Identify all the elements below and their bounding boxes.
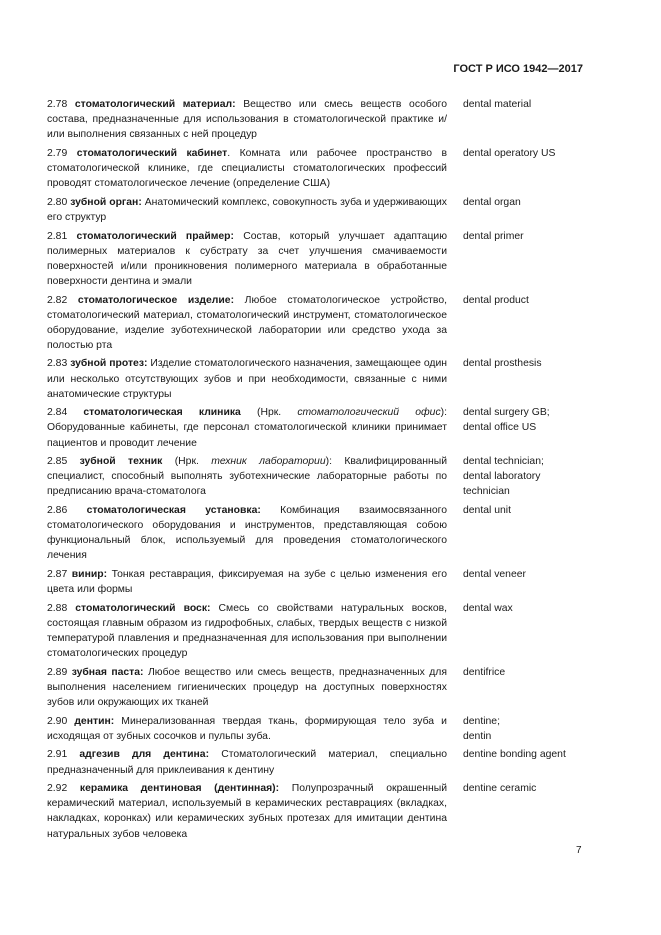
definition-text: Любое стоматологическое устройство, стоматологический материал, стоматологический инструмент, стоматологическое оборудование, изделие зуботехнической лаборатории или средство ухода за полостью рта — [47, 294, 448, 351]
english-term: dental laboratory — [463, 471, 541, 483]
term-entry — [47, 665, 587, 710]
definition-text: Тонкая реставрация, фиксируемая на зубе с целью изменения его цвета или формы — [47, 569, 447, 596]
term-name: стоматологический кабинет — [76, 147, 228, 159]
english-equivalent — [463, 503, 587, 563]
english-term: dentine ceramic — [463, 783, 537, 795]
english-term: dental organ — [463, 196, 521, 208]
english-term: dental office US — [463, 422, 537, 434]
term-name: дентин: — [74, 715, 115, 727]
standard-header: ГОСТ Р ИСО 1942—2017 — [453, 63, 583, 75]
term-deprecated: техник лаборатории — [211, 456, 326, 468]
term-definition — [47, 405, 447, 450]
definition-text: Изделие стоматологического назначения, замещающее один или несколько отсутствующих зубов и при необходимости, связанные с ними анатомические структуры — [47, 358, 447, 400]
english-equivalent — [463, 146, 587, 191]
term-definition — [47, 293, 447, 353]
term-entry — [47, 567, 587, 597]
term-number: 2.83 — [47, 358, 68, 370]
term-name: зубная паста: — [71, 666, 144, 678]
term-entry — [47, 97, 587, 142]
term-entry — [47, 454, 587, 499]
definition-text: Стоматологический материал, специально предназначенный для приклеивания к дентину — [47, 749, 448, 776]
term-definition — [47, 781, 447, 841]
term-deprecated: стоматологический офис — [297, 407, 441, 419]
definition-text: Любое вещество или смесь веществ, предназначенных для выполнения населением гигиенических процедур на доступных поверхностях зубов или окружающих их тканей — [47, 666, 447, 708]
definition-text: Комбинация взаимосвязанного стоматологического оборудования и инструментов, представляющая собою функциональный блок, используемый для проведения стоматологического лечения — [47, 505, 448, 562]
term-name: адгезив для дентина: — [79, 749, 210, 761]
term-entry — [47, 229, 587, 289]
english-term: dentine; — [463, 715, 500, 727]
english-equivalent — [463, 229, 587, 289]
definition-text: Полупрозрачный окрашенный керамический материал, используемый в керамических реставрациях (вкладках, накладках, коронках) или керамических зубных протезах для имитации дентина натуральных зубов человека — [47, 783, 448, 840]
term-name: зубной техник — [79, 456, 163, 468]
term-number: 2.92 — [47, 783, 68, 795]
term-name: стоматологическое изделие: — [77, 294, 235, 306]
english-term: dental wax — [463, 602, 513, 614]
english-equivalent — [463, 97, 587, 142]
term-definition — [47, 567, 447, 597]
english-term: dental prosthesis — [463, 358, 542, 370]
term-number: 2.82 — [47, 294, 68, 306]
english-term: dental material — [463, 99, 532, 110]
term-name: стоматологический праймер: — [76, 230, 234, 242]
term-definition — [47, 97, 447, 142]
term-number: 2.79 — [47, 147, 68, 159]
english-equivalent — [463, 293, 587, 353]
term-number: 2.80 — [47, 196, 68, 208]
term-name: зубной протез: — [70, 358, 148, 370]
english-term: technician — [463, 486, 510, 498]
term-definition — [47, 747, 447, 777]
term-number: 2.88 — [47, 602, 68, 614]
english-term: dental unit — [463, 505, 511, 517]
term-note-suffix: ): — [325, 456, 332, 468]
term-number: 2.90 — [47, 715, 68, 727]
term-name: стоматологическая установка: — [86, 505, 261, 517]
english-term: dental technician; — [463, 456, 544, 468]
english-term: dentine bonding agent — [463, 749, 566, 761]
term-number: 2.85 — [47, 456, 68, 468]
term-name: керамика дентиновая (дентинная): — [79, 783, 280, 795]
definition-text: Состав, который улучшает адаптацию полимерных материалов к субстрату за счет улучшения смачиваемости поверхностей и/или проникновения полимерного материала в обработанные поверхности дентина и эмали — [47, 230, 448, 287]
term-definition — [47, 665, 447, 710]
english-equivalent — [463, 781, 587, 841]
definition-text: Вещество или смесь веществ особого состава, предназначенные для использования в стоматологической практике и/или выполнения связанных с ней процедур — [47, 99, 447, 141]
term-number: 2.86 — [47, 505, 68, 517]
term-definition — [47, 601, 447, 661]
term-entry — [47, 146, 587, 191]
english-equivalent — [463, 601, 587, 661]
english-equivalent — [463, 405, 587, 450]
term-entry — [47, 405, 587, 450]
english-equivalent — [463, 714, 587, 744]
term-name: стоматологический материал: — [74, 99, 236, 110]
term-number: 2.81 — [47, 230, 68, 242]
english-equivalent — [463, 665, 587, 710]
term-number: 2.78 — [47, 99, 68, 110]
term-definition — [47, 503, 447, 563]
english-term: dental primer — [463, 230, 524, 242]
definition-text: Оборудованные кабинеты, где персонал стоматологической клиники принимает пациентов и проводит лечение — [47, 422, 447, 449]
term-definition — [47, 229, 447, 289]
term-entry — [47, 195, 587, 225]
english-term: dental surgery GB; — [463, 407, 550, 419]
english-equivalent — [463, 747, 587, 777]
english-term: dental veneer — [463, 569, 526, 581]
term-entry — [47, 781, 587, 841]
english-term: dental product — [463, 294, 529, 306]
definition-text: . Комната или рабочее пространство в стоматологической клинике, где специалисты стоматологических профессий проводят стоматологическое лечение (определение США) — [47, 147, 447, 190]
term-number: 2.89 — [47, 666, 68, 678]
term-entry — [47, 601, 587, 661]
english-term: dental operatory US — [463, 147, 556, 159]
term-note-prefix: (Нрк. — [174, 456, 199, 468]
definition-text: Анатомический комплекс, совокупность зуба и удерживающих его структур — [47, 196, 448, 223]
page-number: 7 — [576, 845, 582, 856]
term-number: 2.87 — [47, 569, 68, 581]
english-equivalent — [463, 454, 587, 499]
term-name: зубной орган: — [70, 196, 142, 208]
term-definition — [47, 356, 447, 401]
english-term: dentin — [463, 730, 492, 742]
english-equivalent — [463, 195, 587, 225]
term-entry — [47, 503, 587, 563]
english-equivalent — [463, 567, 587, 597]
term-entry — [47, 293, 587, 353]
term-definition — [47, 146, 447, 191]
term-note-prefix: (Нрк. — [256, 407, 282, 419]
term-entry — [47, 714, 587, 744]
term-entry — [47, 747, 587, 777]
term-number: 2.84 — [47, 407, 68, 419]
term-definition — [47, 454, 447, 499]
term-entry — [47, 356, 587, 401]
definition-text: Минерализованная твердая ткань, формирующая тело зуба и исходящая от зубных сосочков и пульпы зуба. — [47, 715, 447, 742]
term-name: стоматологическая клиника — [83, 407, 241, 419]
english-equivalent — [463, 356, 587, 401]
term-definition — [47, 195, 447, 225]
english-term: dentifrice — [463, 666, 506, 678]
term-name: стоматологический воск: — [75, 602, 211, 614]
term-note-suffix: ): — [440, 407, 448, 419]
term-definition — [47, 714, 447, 744]
definition-text: Смесь со свойствами натуральных восков, состоящая главным образом из гидрофобных, слабых, твердых веществ с низкой температурой плавления и предназначенная для использования при выполнении стоматологических процедур — [47, 602, 448, 660]
definition-text: Квалифицированный специалист, способный выполнять зуботехнические лабораторные работы по предписанию врача-стоматолога — [47, 456, 448, 498]
term-number: 2.91 — [47, 749, 68, 761]
term-list — [47, 97, 587, 845]
term-name: винир: — [71, 569, 108, 581]
